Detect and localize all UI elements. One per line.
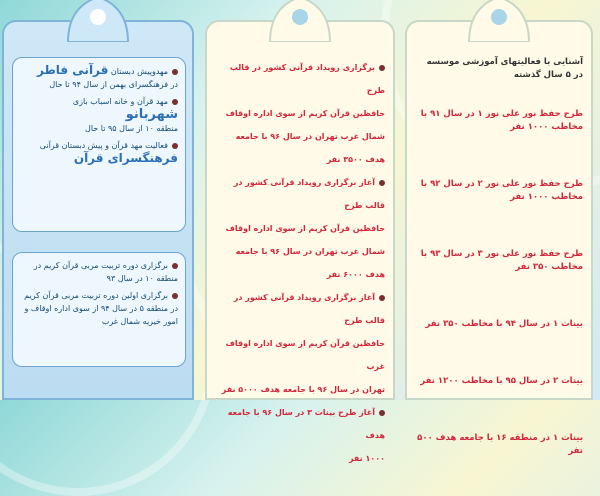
list-item — [215, 102, 385, 125]
highlight-text: شهربانو — [125, 107, 178, 122]
bullet-icon — [379, 180, 385, 186]
list-item — [215, 240, 385, 286]
info-box-training — [12, 252, 186, 367]
list-item: طرح حفظ نور علی نور ۱ در سال ۹۱ با مخاطب ۱۰۰۰ نفر — [420, 109, 583, 132]
line-text: آغاز برگزاری رویداد قرآنی کشور در قالب طرح — [233, 178, 385, 210]
highlight-text: قرآنی فاطر — [36, 63, 109, 77]
list-item — [215, 125, 385, 171]
line-text: شمال غرب تهران در سال ۹۶ با جامعه هدف ۶۰۰۰ نفر — [235, 247, 385, 279]
bullet-icon — [379, 410, 385, 416]
list-item — [215, 378, 385, 401]
list-item: بینات ۲ در سال ۹۵ با مخاطب ۱۲۰۰ نفر — [420, 376, 583, 386]
list-item: بینات ۱ در سال ۹۴ با مخاطب ۳۵۰ نفر — [425, 319, 583, 329]
middle-list — [207, 22, 393, 470]
list-item: طرح حفظ نور علی نور ۳ در سال ۹۳ با مخاطب ۳۵۰ نفر — [420, 249, 583, 272]
line-text: آغاز برگزاری رویداد قرآنی کشور در قالب طرح — [233, 293, 385, 325]
list-item — [215, 401, 385, 447]
list-item — [215, 447, 385, 470]
bullet-icon — [172, 293, 178, 299]
bullet-icon — [379, 65, 385, 71]
line-text: تهران در سال ۹۶ با جامعه هدف ۵۰۰۰ نفر — [221, 385, 385, 394]
list-item: بینات ۱ در منطقه ۱۶ با جامعه هدف ۵۰۰ نفر — [417, 433, 583, 456]
info-paragraph: مهد قرآن و خانه اسباب بازی شهربانو منطقه ۱۰ از سال ۹۵ تا حال — [72, 97, 178, 133]
info-box-kindergarten — [12, 57, 186, 232]
list-item — [215, 332, 385, 378]
list-item — [215, 56, 385, 102]
line-text: حافظین قرآن کریم از سوی اداره اوقاف غرب — [225, 339, 385, 371]
ornament-arch-icon — [265, 0, 335, 42]
left-panel — [2, 20, 194, 400]
ornament-arch-icon — [464, 0, 534, 42]
ornament-arch-icon — [63, 0, 133, 42]
list-item — [215, 217, 385, 240]
bullet-icon — [172, 69, 178, 75]
bullet-icon — [172, 99, 178, 105]
line-text: ۱۰۰۰ نفر — [348, 454, 385, 463]
line-text: حافظین قرآن کریم از سوی اداره اوقاف — [225, 224, 385, 233]
line-text: شمال غرب تهران در سال ۹۶ با جامعه هدف ۳۵۰۰ نفر — [235, 132, 385, 164]
line-text: آغاز طرح بینات ۳ در سال ۹۶ با جامعه هدف — [227, 408, 385, 440]
list-item: آشنایی با فعالیتهای آموزشی موسسه در ۵ سال گذشته — [426, 57, 583, 80]
info-paragraph: برگزاری دوره تربیت مربی قرآن کریم در منطقه ۱۰ در سال ۹۳ — [33, 261, 178, 283]
info-paragraph: برگزاری اولین دوره تربیت مربی قرآن کریم در منطقه ۵ در سال ۹۴ از سوی اداره اوقاف و امور خیریه شمال غرب — [24, 291, 178, 326]
line-text: برگزاری رویداد قرآنی کشور در قالب طرح — [229, 63, 385, 95]
highlight-text: فرهنگسرای قرآن — [73, 151, 178, 165]
bullet-icon — [172, 263, 178, 269]
line-text: حافظین قرآن کریم از سوی اداره اوقاف — [225, 109, 385, 118]
list-item — [215, 171, 385, 217]
bullet-icon — [172, 143, 178, 149]
bullet-icon — [379, 295, 385, 301]
right-panel — [405, 20, 593, 456]
list-item — [215, 286, 385, 332]
info-paragraph: مهدوپیش دبستان قرآنی فاطر در فرهنگسرای بهمن از سال ۹۴ تا حال — [36, 63, 178, 89]
middle-panel — [205, 20, 395, 463]
list-item: طرح حفظ نور علی نور ۲ در سال ۹۲ با مخاطب ۱۰۰۰ نفر — [420, 179, 583, 202]
info-paragraph: فعالیت مهد قرآن و پیش دبستان قرآنی فرهنگسرای قرآن — [39, 141, 178, 165]
